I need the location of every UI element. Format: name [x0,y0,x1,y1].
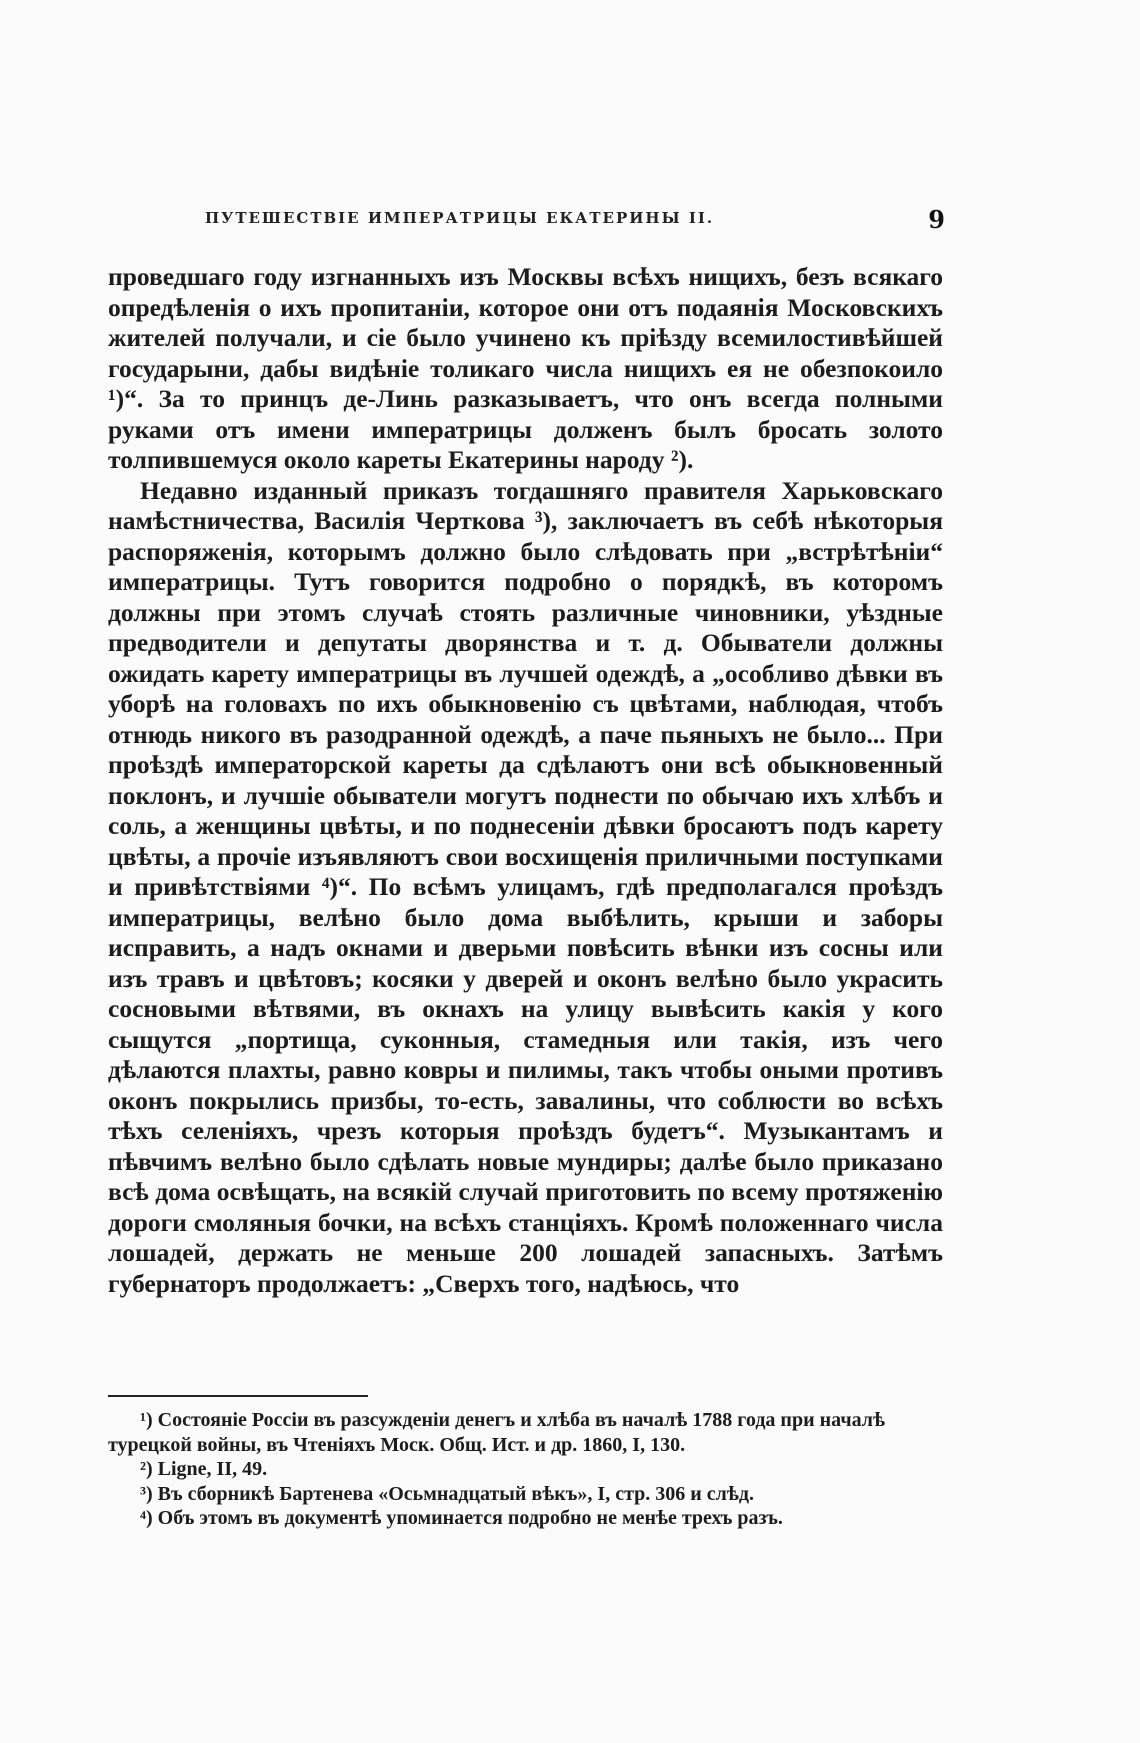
footnote: ²) Ligne, II, 49. [140,1458,268,1480]
footnote: ³) Въ сборникѣ Бартенева «Осьмнадцатый вѣкъ», I, стр. 306 и слѣд. [140,1482,755,1505]
page-header [205,205,945,237]
footnotes [108,1408,943,1531]
footnote-divider [108,1395,368,1397]
paragraph: проведшаго году изгнанныхъ изъ Москвы всѣхъ нищихъ, безъ всякаго опредѣленія о ихъ пропитаніи, которое они отъ подаянія Московскихъ жителей получали, и сіе было учинено къ пріѣзду всемилостивѣйшей государыни, дабы видѣніе толикаго числа нищихъ ея не обезпокоило ¹)“. За то принцъ де-Линь разказываетъ, что онъ всегда полными руками отъ имени императрицы долженъ былъ бросать золото толпившемуся около кареты Екатерины народу ²). [108,262,943,474]
page-number: 9 [928,205,945,234]
footnote: ¹) Состояніе Россіи въ разсужденіи денегъ и хлѣба въ началѣ 1788 года при началѣ турецкой войны, въ Чтеніяхъ Моск. Общ. Ист. и др. 1860, I, 130. [108,1409,885,1456]
main-text [108,262,943,1299]
running-title: ПУТЕШЕСТВІЕ ИМПЕРАТРИЦЫ ЕКАТЕРИНЫ II. [205,209,715,227]
footnote: ⁴) Объ этомъ въ документѣ упоминается подробно не менѣе трехъ разъ. [140,1507,783,1529]
paragraph: Недавно изданный приказъ тогдашняго правителя Харьковскаго намѣстничества, Василія Черткова ³), заключаетъ въ себѣ нѣкоторыя распоряженія, которымъ должно было слѣдовать при „встрѣтѣніи“ императрицы. Тутъ говорится подробно о порядкѣ, въ которомъ должны при этомъ случаѣ стоять различные чиновники, уѣздные предводители и депутаты дворянства и т. д. Обыватели должны ожидать карету императрицы въ лучшей одеждѣ, а „особливо дѣвки въ уборѣ на головахъ по ихъ обыкновенію съ цвѣтами, наблюдая, чтобъ отнюдь никого въ разодранной одеждѣ, а паче пьяныхъ не было... При проѣздѣ императорской кареты да сдѣлаютъ они всѣ обыкновенный поклонъ, и лучшіе обыватели могутъ поднести по обычаю ихъ хлѣбъ и соль, а женщины цвѣты, и по поднесеніи дѣвки бросаютъ подъ карету цвѣты, а прочіе изъявляютъ свои восхищенія приличными поступками и привѣтствіями ⁴)“. По всѣмъ улицамъ, гдѣ предполагался проѣздъ императрицы, велѣно было дома выбѣлить, крыши и заборы исправить, а надъ окнами и дверьми повѣсить вѣнки изъ сосны или изъ травъ и цвѣтовъ; косяки у дверей и оконъ велѣно было украсить сосновыми вѣтвями, въ окнахъ на улицу вывѣсить какія у кого сыщутся „портища, суконныя, стамедныя или такія, изъ чего дѣлаются плахты, равно ковры и пилимы, такъ чтобы оными противъ оконъ покрылись призбы, то-есть, завалины, что соблюсти во всѣхъ тѣхъ селеніяхъ, чрезъ которыя проѣздъ будетъ“. Музыкантамъ и пѣвчимъ велѣно было сдѣлать новые мундиры; далѣе было приказано всѣ дома освѣщать, на всякій случай приготовить по всему протяженію дороги смоляныя бочки, на всѣхъ станціяхъ. Кромѣ положеннаго числа лошадей, держать не меньше 200 лошадей запасныхъ. Затѣмъ губернаторъ продолжаетъ: „Сверхъ того, надѣюсь, что [108,475,943,1298]
